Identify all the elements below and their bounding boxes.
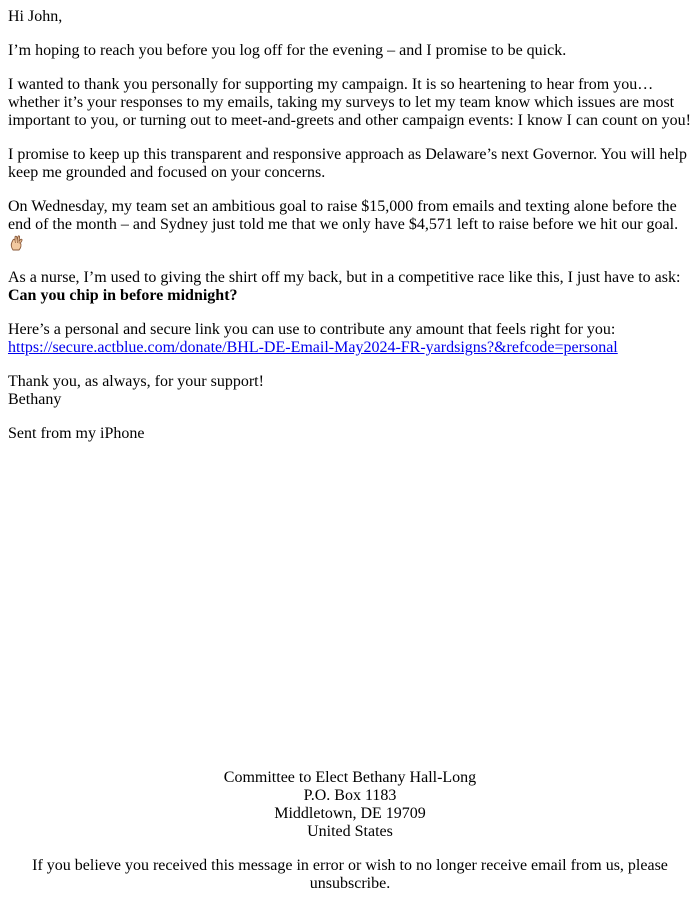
paragraph-intro: I’m hoping to reach you before you log off for the evening – and I promise to be quick. xyxy=(8,42,567,59)
signature: Bethany xyxy=(8,391,62,408)
paragraph-ask xyxy=(8,269,696,305)
crossed-fingers-icon xyxy=(8,234,26,252)
city-state-zip: Middletown, DE 19709 xyxy=(274,805,426,822)
mailing-address xyxy=(0,769,700,841)
po-box: P.O. Box 1183 xyxy=(303,787,397,804)
ask-text: As a nurse, I’m used to giving the shirt off my back, but in a competitive race like this, I just have to ask: xyxy=(8,269,681,286)
paragraph-link xyxy=(8,321,696,357)
paragraph-promise: I promise to keep up this transparent and responsive approach as Delaware’s next Governor. You will help keep me grounded and focused on your concerns. xyxy=(8,146,687,181)
donate-link[interactable]: https://secure.actblue.com/donate/BHL-DE-Email-May2024-FR-yardsigns?&refcode=personal xyxy=(8,339,618,356)
paragraph-closing xyxy=(8,373,696,409)
greeting: Hi John, xyxy=(8,8,63,25)
email-body xyxy=(8,8,696,459)
paragraph-goal-text: On Wednesday, my team set an ambitious goal to raise $15,000 from emails and texting alone before the end of the month – and Sydney just told me that we only have $4,571 left to raise before we hit our goal. xyxy=(8,198,679,233)
committee-name: Committee to Elect Bethany Hall-Long xyxy=(223,769,477,786)
closing-text: Thank you, as always, for your support! xyxy=(8,373,264,390)
link-intro: Here’s a personal and secure link you can use to contribute any amount that feels right for you: xyxy=(8,321,616,338)
country: United States xyxy=(307,823,393,840)
sent-from: Sent from my iPhone xyxy=(8,425,145,442)
ask-bold: Can you chip in before midnight? xyxy=(8,287,238,304)
email-footer xyxy=(0,769,700,893)
paragraph-thanks: I wanted to thank you personally for supporting my campaign. It is so heartening to hear from you… whether it’s your responses to my emails, taking my surveys to let my team know which issues are most important to you, or turning out to meet-and-greets and other campaign events: I know I can count on you! xyxy=(8,76,691,129)
paragraph-goal xyxy=(8,198,696,253)
unsubscribe-notice: If you believe you received this message in error or wish to no longer receive email from us, please unsubscribe. xyxy=(32,857,668,892)
